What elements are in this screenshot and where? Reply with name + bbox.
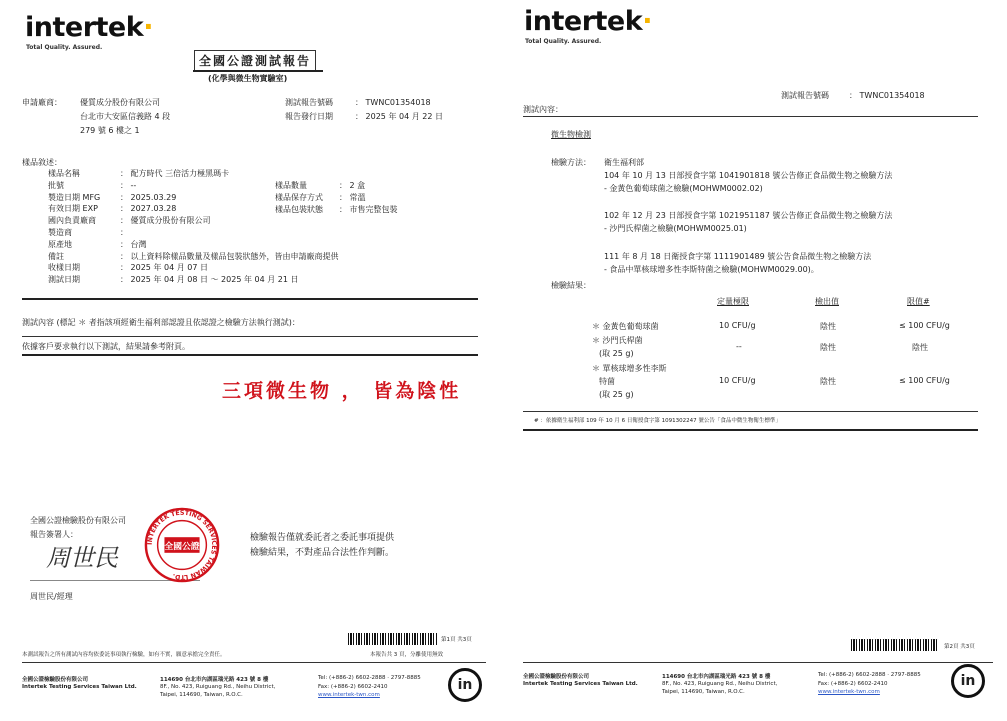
- sample-row: 有效日期 EXP ： 2027.03.28: [48, 204, 177, 214]
- method-3-line-2: - 食品中單核球增多性李斯特菌之檢驗(MOHWM0029.00)。: [604, 265, 819, 274]
- result-name-cont: 特菌: [599, 377, 615, 386]
- method-2-line-2: - 沙門氏桿菌之檢驗(MOHWM0025.01): [604, 224, 747, 233]
- result-label: 檢驗結果：: [551, 281, 591, 290]
- sample-desc-label: 樣品敘述：: [22, 158, 62, 167]
- divider: [22, 354, 478, 356]
- section-title: 微生物檢測: [551, 130, 591, 139]
- divider: [22, 336, 478, 337]
- footer-address-zh: 114690 台北市內湖區瑞光路 423 號 8 樓: [662, 674, 771, 680]
- method-2-line-1: 102 年 12 月 23 日部授食字第 1021951187 號公告修正食品微生物之檢驗方法: [604, 211, 893, 220]
- sample-row: 製造商 ：: [48, 227, 128, 237]
- client-request: 依據客戶要求執行以下測試，結果請參考附頁。: [22, 342, 190, 351]
- intertek-logo: intertek·: [25, 12, 153, 43]
- signer-name: 周世民/經理: [30, 592, 73, 601]
- footer-tel: Tel: (+886-2) 6602-2888 · 2797-8885: [318, 675, 421, 681]
- divider: [523, 411, 978, 412]
- sample-row: 收樣日期 ： 2025 年 04 月 07 日: [48, 263, 208, 273]
- barcode: [348, 633, 438, 645]
- company-sign: 全國公證檢驗股份有限公司: [30, 516, 126, 525]
- sample-right-row: 樣品保存方式 ： 常溫: [275, 192, 366, 202]
- method-label: 檢驗方法：: [551, 158, 591, 167]
- result-loq: 10 CFU/g: [719, 321, 756, 330]
- company-seal: [143, 506, 221, 584]
- report-page-1: [0, 0, 500, 721]
- result-banner: 三項微生物 ， 皆為陰性: [222, 380, 462, 402]
- result-name-note: (取 25 g): [599, 349, 634, 358]
- result-name-note: (取 25 g): [599, 390, 634, 399]
- svg-text:全國公證: 全國公證: [164, 541, 200, 552]
- disclaimer-line-2: 檢驗結果，不對產品合法性作判斷。: [250, 548, 395, 558]
- col-header-loq: 定量極限: [717, 297, 749, 306]
- result-loq: 10 CFU/g: [719, 376, 756, 385]
- signer-label: 報告簽署人：: [30, 530, 78, 539]
- sample-row: 樣品名稱 ： 配方時代 三倍活力極黑瑪卡: [48, 169, 230, 178]
- barcode: [851, 639, 939, 651]
- applicant-address-1: 台北市大安區信義路 4 段: [80, 112, 171, 121]
- report-no-label: 測試報告號碼: [285, 98, 333, 107]
- footer-address-zh: 114690 台北市內湖區瑞光路 423 號 8 樓: [160, 677, 269, 683]
- sample-right-row: 樣品包裝狀態 ： 市售完整包裝: [275, 204, 398, 214]
- result-detected: 陰性: [820, 377, 836, 386]
- result-loq: --: [736, 342, 742, 351]
- footer-company-en: Intertek Testing Services Taiwan Ltd.: [523, 681, 638, 687]
- report-title: 全國公證測試報告: [194, 50, 316, 71]
- report-no: ： TWNC01354018: [849, 91, 925, 100]
- result-limit: ≤ 100 CFU/g: [899, 376, 950, 385]
- footer-note-2: 本報告共 3 頁，分離使用無效: [370, 652, 443, 658]
- report-no: ： TWNC01354018: [355, 98, 431, 107]
- footer-website-link[interactable]: www.intertek-twn.com: [818, 689, 880, 695]
- issue-date-label: 報告發行日期: [285, 112, 333, 121]
- footer-address-en-2: Taipei, 114690, Taiwan, R.O.C.: [160, 692, 243, 698]
- col-header-limit: 限值#: [907, 297, 930, 306]
- result-name: ＊ 單核球增多性李斯: [592, 364, 667, 373]
- footer-company-en: Intertek Testing Services Taiwan Ltd.: [22, 684, 137, 690]
- footer-company-zh: 全國公證檢驗股份有限公司: [523, 674, 590, 680]
- footer-tel: Tel: (+886-2) 6602-2888 · 2797-8885: [818, 672, 921, 678]
- title-underline: [193, 70, 323, 72]
- intertek-logo: intertek·: [524, 6, 652, 37]
- applicant-address-2: 279 號 6 樓之 1: [80, 126, 140, 135]
- footer-company-zh: 全國公證檢驗股份有限公司: [22, 677, 89, 683]
- method-1-line-2: - 金黃色葡萄球菌之檢驗(MOHWM0002.02): [604, 184, 763, 193]
- divider: [523, 116, 978, 117]
- result-detected: 陰性: [820, 343, 836, 352]
- sample-right-table: [275, 180, 398, 215]
- footnote: # ：依據衛生福利部 109 年 10 月 6 日衛授食字第 1091302247 號公告「食品中微生物衛生標準」: [534, 418, 781, 424]
- page-number: 第2頁 共3頁: [944, 644, 975, 650]
- issue-date: ： 2025 年 04 月 22 日: [355, 112, 443, 121]
- divider: [523, 429, 978, 431]
- tagline: Total Quality. Assured.: [525, 38, 602, 45]
- method-org: 衛生福利部: [604, 158, 644, 167]
- test-content-note: 測試內容 (標記 ＊ 者指該項經衛生福利部認證且依認證之檢驗方法執行測試)：: [22, 318, 300, 327]
- result-name: ＊ 金黃色葡萄球菌: [592, 322, 659, 331]
- sample-row: 製造日期 MFG ： 2025.03.29: [48, 192, 177, 202]
- sample-row: 原產地 ： 台灣: [48, 239, 147, 249]
- footer-note: 本測試報告之所有測試內容均依委託事項執行檢驗，如有不實，願意承擔完全責任。: [22, 652, 226, 658]
- divider: [22, 298, 478, 300]
- footer-address-en-1: 8F., No. 423, Ruiguang Rd., Neihu District,: [662, 681, 778, 687]
- footer-fax: Fax: (+886-2) 6602-2410: [818, 681, 888, 687]
- report-no-label: 測試報告號碼: [781, 91, 829, 100]
- result-limit: ≤ 100 CFU/g: [899, 321, 950, 330]
- sample-right-row: 樣品數量 ： 2 盒: [275, 181, 366, 190]
- result-detected: 陰性: [820, 322, 836, 331]
- test-content-label: 測試內容：: [523, 105, 563, 114]
- footer-divider: [22, 662, 486, 663]
- signature: 周世民: [46, 544, 118, 572]
- method-3-line-1: 111 年 8 月 18 日衛授食字第 1111901489 號公告食品微生物之檢驗方法: [604, 252, 872, 261]
- footer-website-link[interactable]: www.intertek-twn.com: [318, 692, 380, 698]
- col-header-detected: 檢出值: [815, 297, 839, 306]
- report-subtitle: (化學與微生物實驗室): [208, 74, 288, 83]
- applicant-name: 優質成分股份有限公司: [80, 98, 160, 107]
- sample-row: 測試日期 ： 2025 年 04 月 08 日 ～ 2025 年 04 月 21 日: [48, 275, 299, 285]
- tagline: Total Quality. Assured.: [26, 44, 103, 51]
- disclaimer-line-1: 檢驗報告僅就委託者之委託事項提供: [250, 533, 395, 543]
- result-limit: 陰性: [912, 343, 928, 352]
- page-number: 第1頁 共3頁: [441, 637, 472, 643]
- svg-text:INTERTEK TESTING SERVICES TAIW: INTERTEK TESTING SERVICES TAIWAN LTD.: [146, 509, 218, 581]
- applicant-label: 申請廠商：: [22, 98, 62, 107]
- result-name: ＊ 沙門氏桿菌: [592, 336, 643, 345]
- intertek-in-logo: in: [951, 664, 985, 698]
- footer-address-en-2: Taipei, 114690, Taiwan, R.O.C.: [662, 689, 745, 695]
- method-1-line-1: 104 年 10 月 13 日部授食字第 1041901818 號公告修正食品微生物之檢驗方法: [604, 171, 893, 180]
- footer-address-en-1: 8F., No. 423, Ruiguang Rd., Neihu District,: [160, 684, 276, 690]
- footer-divider: [523, 662, 993, 663]
- sample-row: 批號 ： --: [48, 180, 137, 190]
- sample-row: 國內負責廠商 ： 優質成分股份有限公司: [48, 216, 211, 226]
- footer-fax: Fax: (+886-2) 6602-2410: [318, 684, 388, 690]
- intertek-in-logo: in: [448, 668, 482, 702]
- sample-row: 備註 ： 以上資料除樣品數量及樣品包裝狀態外，皆由申請廠商提供: [48, 251, 339, 261]
- report-page-2: [514, 0, 1007, 721]
